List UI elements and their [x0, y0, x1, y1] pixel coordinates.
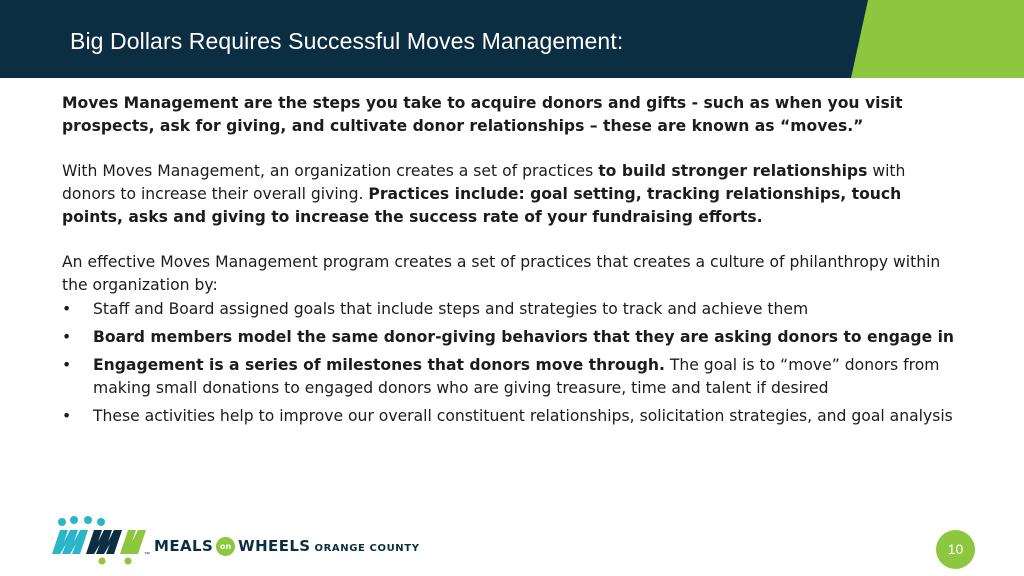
bullet-text: Staff and Board assigned goals that include steps and strategies to track and achieve them	[93, 300, 809, 318]
bullet-list	[62, 298, 962, 428]
brand-word-wheels: WHEELS	[238, 537, 311, 555]
logo-trademark: ™	[144, 552, 150, 558]
bullet-dot: •	[62, 328, 72, 346]
bullet-item-activities	[62, 405, 962, 428]
page-number-badge: 10	[936, 530, 975, 569]
bullet-text: The goal is to “move” donors from making small donations to engaged donors who are giving treasure, time and talent if desired	[93, 356, 940, 397]
practices-text-1: With Moves Management, an organization creates a set of practices	[62, 162, 599, 180]
brand-word-meals: MEALS	[154, 537, 214, 555]
practices-bold-1: to build stronger relationships	[598, 162, 868, 180]
bullet-item-engagement	[62, 354, 962, 400]
bullet-item-goals	[62, 298, 962, 321]
bullet-bold-text: Engagement is a series of milestones that donors move through.	[93, 356, 665, 374]
intro-paragraph: Moves Management are the steps you take to acquire donors and gifts - such as when you visit prospects, ask for giving, and cultivate donor relationships – these are known as “moves.”	[62, 94, 903, 135]
bullet-text: Board members model the same donor-giving behaviors that they are asking donors to engage in	[93, 328, 955, 346]
practices-text-2: with donors to increase their overall giving.	[62, 162, 906, 203]
bullet-item-board	[62, 326, 962, 349]
bullet-dot: •	[62, 356, 72, 374]
slide-title: Big Dollars Requires Successful Moves Management:	[70, 28, 624, 54]
practices-bold-2: Practices include: goal setting, tracking relationships, touch points, asks and giving to increase the success rate of your fundraising efforts.	[62, 185, 902, 226]
bullet-text: These activities help to improve our overall constituent relationships, solicitation strategies, and goal analysis	[93, 407, 953, 425]
practices-paragraph	[62, 160, 962, 229]
brand-on-badge: on	[216, 537, 235, 556]
slide-body	[62, 92, 962, 433]
bullet-dot: •	[62, 300, 72, 318]
bullet-dot: •	[62, 407, 72, 425]
brand-county: ORANGE COUNTY	[314, 543, 420, 554]
program-intro-paragraph: An effective Moves Management program creates a set of practices that creates a culture of philanthropy within the organization by:	[62, 253, 941, 294]
brand-wordmark	[154, 537, 420, 556]
